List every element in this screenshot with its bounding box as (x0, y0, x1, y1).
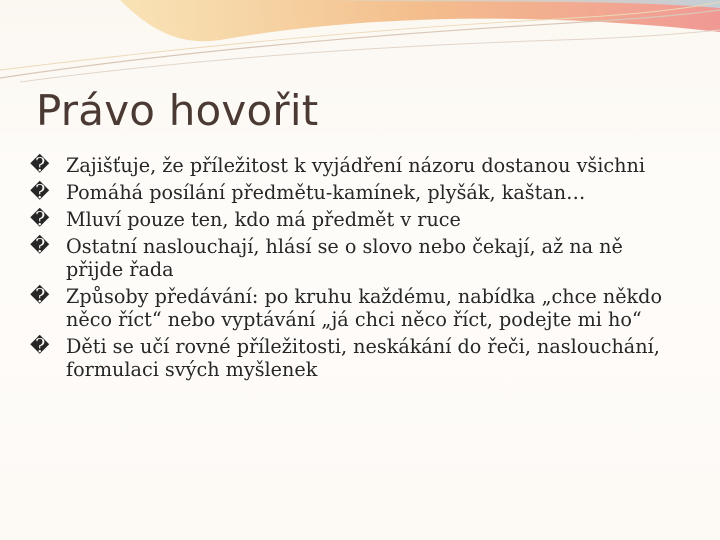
bullet-item (30, 235, 680, 281)
bullet-text: Zajišťuje, že příležitost k vyjádření názoru dostanou všichni (66, 154, 645, 177)
bullet-list (30, 154, 680, 385)
slide-title: Právo hovořit (36, 86, 319, 135)
bullet-text: Ostatní naslouchají, hlásí se o slovo nebo čekají, až na ně přijde řada (66, 235, 623, 281)
bullet-marker-icon: � (30, 285, 50, 307)
bullet-marker-icon: � (30, 181, 50, 203)
header-decoration (0, 0, 720, 90)
bullet-item (30, 181, 680, 204)
bullet-text: Pomáhá posílání předmětu-kamínek, plyšák, kaštan… (66, 181, 586, 204)
bullet-item (30, 285, 680, 331)
bullet-item (30, 154, 680, 177)
bullet-text: Způsoby předávání: po kruhu každému, nabídka „chce někdo něco říct“ nebo vyptávání „já chci něco říct, podejte mi ho“ (66, 285, 663, 331)
bullet-marker-icon: � (30, 208, 50, 230)
bullet-text: Mluví pouze ten, kdo má předmět v ruce (66, 208, 461, 231)
bullet-marker-icon: � (30, 235, 50, 257)
bullet-marker-icon: � (30, 154, 50, 176)
header-band-orange (120, 0, 720, 41)
bullet-text: Děti se učí rovné příležitosti, neskákání do řeči, naslouchání, formulaci svých myšlenek (66, 335, 660, 381)
bullet-item (30, 208, 680, 231)
bullet-item (30, 335, 680, 381)
bullet-marker-icon: � (30, 335, 50, 357)
header-line-2 (20, 30, 720, 82)
